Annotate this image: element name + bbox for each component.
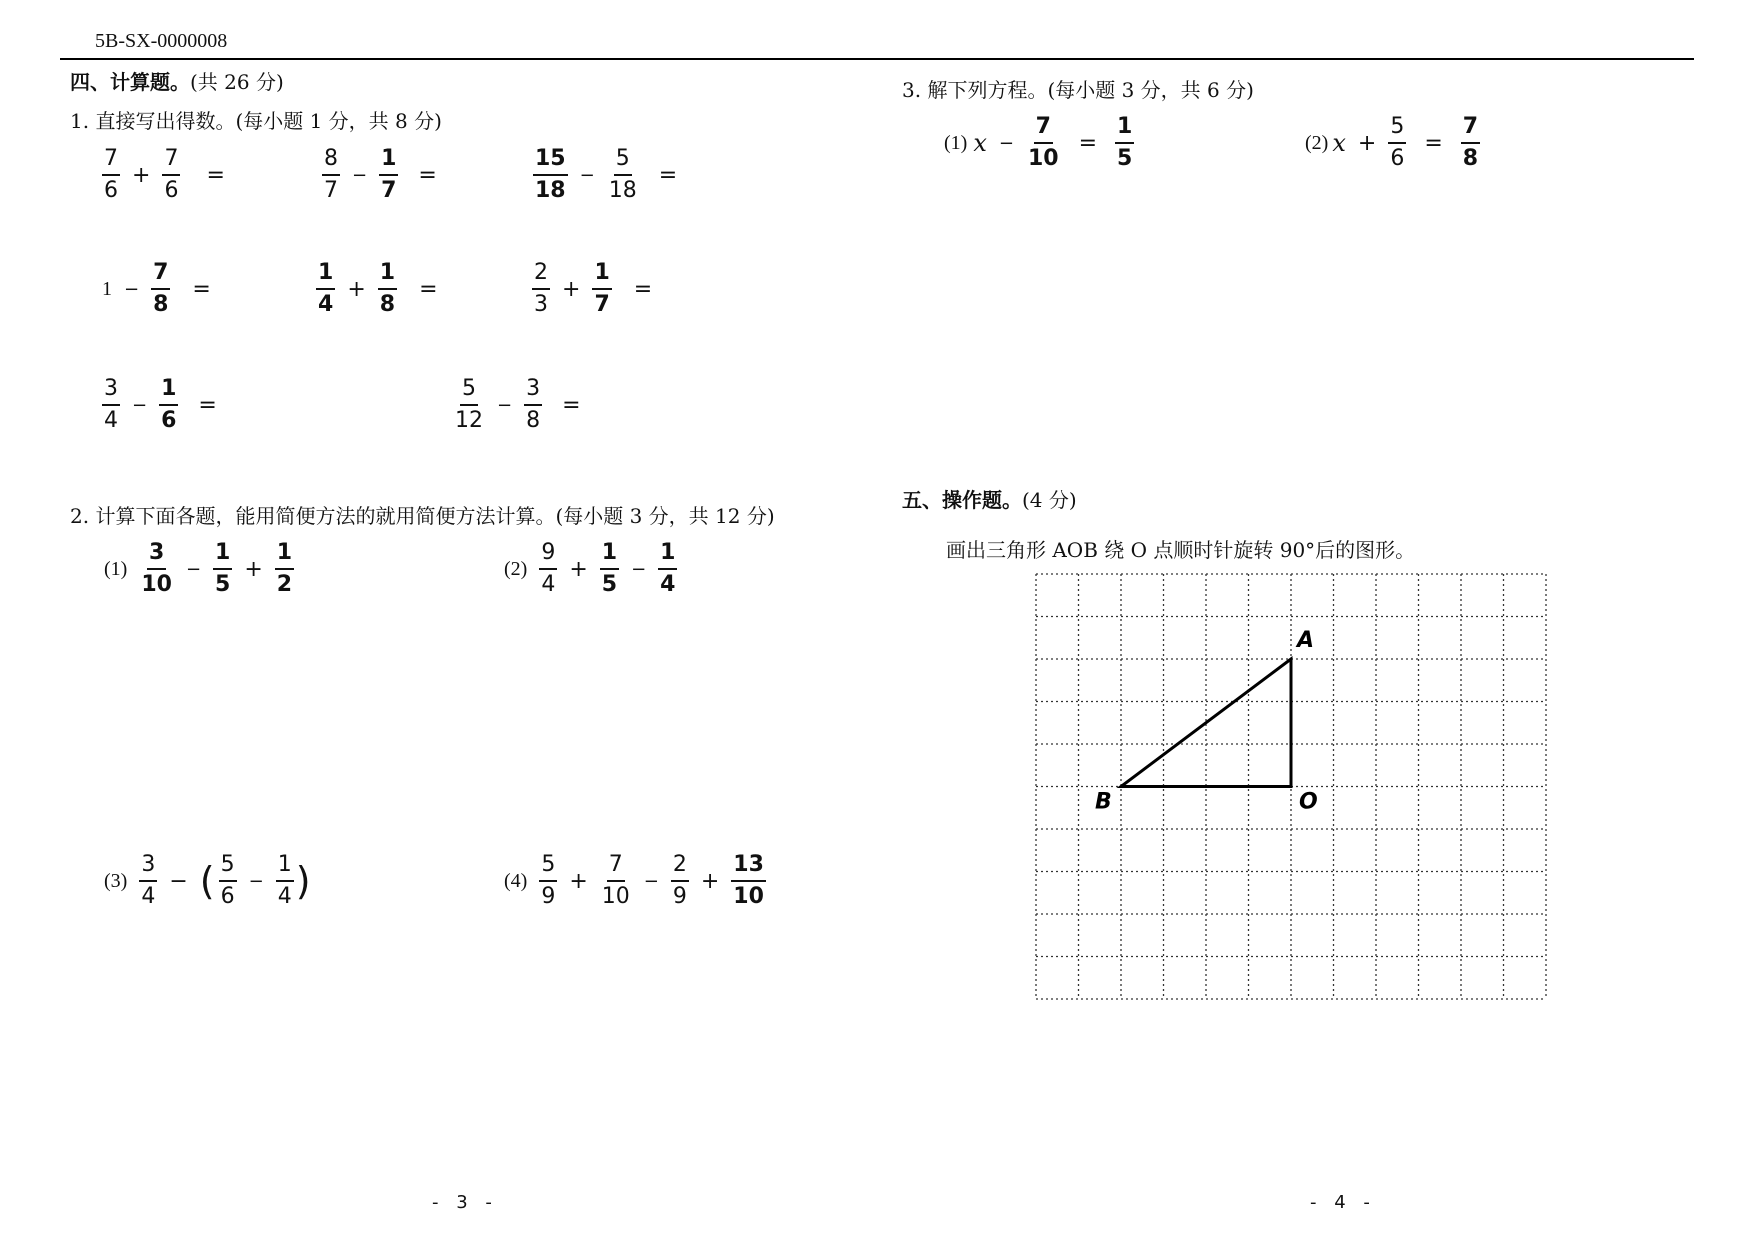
- q1-item-6: [532, 262, 652, 316]
- equals-sign: =: [198, 392, 217, 418]
- operator: +: [132, 162, 151, 188]
- section5-score: (4 分): [1022, 488, 1077, 512]
- fraction: $\frac{15}{18}$: [535, 146, 566, 203]
- q1-item-3: [533, 148, 677, 202]
- fraction: $\frac{1}{6}$: [161, 376, 177, 433]
- operator: −: [579, 164, 595, 186]
- problem-label: (2): [504, 557, 528, 580]
- operator: −: [497, 394, 513, 416]
- equals-sign: =: [419, 276, 438, 302]
- operator: −: [185, 558, 202, 580]
- fraction: $\frac{5}{6}$: [1390, 114, 1405, 171]
- fraction: $\frac{1}{4}$: [660, 540, 676, 597]
- fraction: $\frac{5}{6}$: [220, 852, 235, 909]
- operator: +: [569, 868, 588, 894]
- fraction: $\frac{1}{7}$: [594, 260, 610, 317]
- operator: −: [169, 868, 188, 894]
- fraction: $\frac{2}{3}$: [534, 260, 548, 317]
- fraction: $\frac{1}{4}$: [277, 852, 292, 909]
- q1-item-1: [102, 148, 225, 202]
- header-rule: [60, 58, 1694, 60]
- operator: +: [1357, 130, 1377, 156]
- section5-heading: [902, 484, 1077, 513]
- vertex-label-o: O: [1299, 789, 1318, 815]
- fraction: $\frac{5}{9}$: [541, 852, 556, 909]
- equals-sign: =: [1424, 130, 1443, 156]
- q2-problem-4: [504, 854, 766, 908]
- q1-item-2: [322, 148, 437, 202]
- operator: −: [248, 870, 264, 892]
- q1-item-5: [316, 262, 438, 316]
- operator: +: [562, 276, 581, 302]
- q3-equation-2: [1305, 116, 1480, 170]
- operator: −: [124, 278, 140, 300]
- dotted-grid-diagram: [1030, 570, 1550, 1030]
- q1-item-8: [453, 378, 581, 432]
- problem-label: (1): [944, 131, 968, 154]
- fraction: $\frac{3}{4}$: [104, 376, 118, 433]
- fraction: $\frac{1}{8}$: [379, 260, 396, 317]
- equals-sign: =: [192, 276, 211, 302]
- operator: +: [347, 276, 366, 302]
- equals-sign: =: [562, 392, 581, 418]
- problem-label: (3): [104, 869, 128, 892]
- q2-title: 2. 计算下面各题，能用简便方法的就用简便方法计算。(每小题 3 分，共 12 分): [70, 504, 775, 528]
- fraction: $\frac{7}{10}$: [601, 852, 630, 909]
- q1-item-4: [102, 262, 211, 316]
- operator: +: [569, 556, 588, 582]
- section4-title: 四、计算题。: [70, 70, 190, 94]
- q3-equation-1: [944, 116, 1134, 170]
- document-code: 5B-SX-0000008: [95, 30, 228, 52]
- vertex-label-a: A: [1297, 628, 1315, 653]
- fraction: $\frac{9}{4}$: [541, 540, 556, 597]
- left-parenthesis: (: [199, 859, 215, 903]
- q2-problem-1: [104, 542, 294, 596]
- vertex-label-b: B: [1095, 789, 1112, 815]
- problem-label: (2): [1305, 131, 1329, 154]
- variable-x: x: [973, 129, 987, 157]
- q3-title: 3. 解下列方程。(每小题 3 分，共 6 分): [902, 78, 1254, 102]
- fraction: $\frac{3}{10}$: [141, 540, 172, 597]
- fraction: $\frac{1}{5}$: [215, 540, 231, 597]
- fraction: $\frac{2}{9}$: [672, 852, 687, 909]
- fraction: $\frac{13}{10}$: [733, 852, 764, 909]
- fraction: $\frac{1}{4}$: [318, 260, 334, 317]
- q2-problem-2: [504, 542, 677, 596]
- operator: −: [643, 870, 659, 892]
- equals-sign: =: [658, 162, 678, 188]
- equals-sign: =: [1078, 130, 1098, 156]
- variable-x: x: [1332, 129, 1346, 157]
- fraction: $\frac{1}{5}$: [601, 540, 618, 597]
- fraction: $\frac{1}{2}$: [276, 540, 293, 597]
- operator: −: [132, 394, 148, 416]
- q1-title: 1. 直接写出得数。(每小题 1 分，共 8 分): [70, 109, 442, 133]
- fraction: $\frac{7}{8}$: [153, 260, 169, 317]
- fraction: $\frac{8}{7}$: [324, 146, 338, 203]
- equals-sign: =: [633, 276, 653, 302]
- section5-title: 五、操作题。: [902, 488, 1022, 512]
- fraction: $\frac{1}{7}$: [381, 146, 397, 203]
- section4-score: (共 26 分): [190, 70, 284, 94]
- integer: 1: [102, 277, 112, 300]
- page-number-right: - 4 -: [1310, 1192, 1376, 1213]
- q1-item-7: [102, 378, 217, 432]
- right-parenthesis: ): [295, 859, 311, 903]
- operator: +: [700, 868, 720, 894]
- q2-problem-3: [104, 854, 311, 908]
- equals-sign: =: [206, 162, 225, 188]
- operator: −: [352, 164, 368, 186]
- operator: −: [998, 132, 1014, 154]
- section5-instruction: 画出三角形 AOB 绕 O 点顺时针旋转 90°后的图形。: [946, 538, 1416, 562]
- fraction: $\frac{3}{4}$: [141, 852, 156, 909]
- problem-label: (4): [504, 869, 528, 892]
- page-number-left: - 3 -: [432, 1192, 498, 1213]
- fraction: $\frac{7}{8}$: [1462, 114, 1479, 171]
- fraction: $\frac{5}{12}$: [455, 376, 483, 433]
- operator: −: [631, 558, 647, 580]
- fraction: $\frac{7}{6}$: [164, 146, 179, 203]
- equals-sign: =: [418, 162, 437, 188]
- fraction: $\frac{3}{8}$: [526, 376, 541, 433]
- fraction: $\frac{1}{5}$: [1117, 114, 1133, 171]
- section4-heading: [70, 66, 284, 95]
- fraction: $\frac{7}{6}$: [104, 146, 118, 203]
- fraction: $\frac{7}{10}$: [1027, 114, 1059, 171]
- triangle-aob: [1121, 659, 1291, 787]
- fraction: $\frac{5}{18}$: [608, 146, 637, 203]
- problem-label: (1): [104, 557, 128, 580]
- operator: +: [244, 556, 263, 582]
